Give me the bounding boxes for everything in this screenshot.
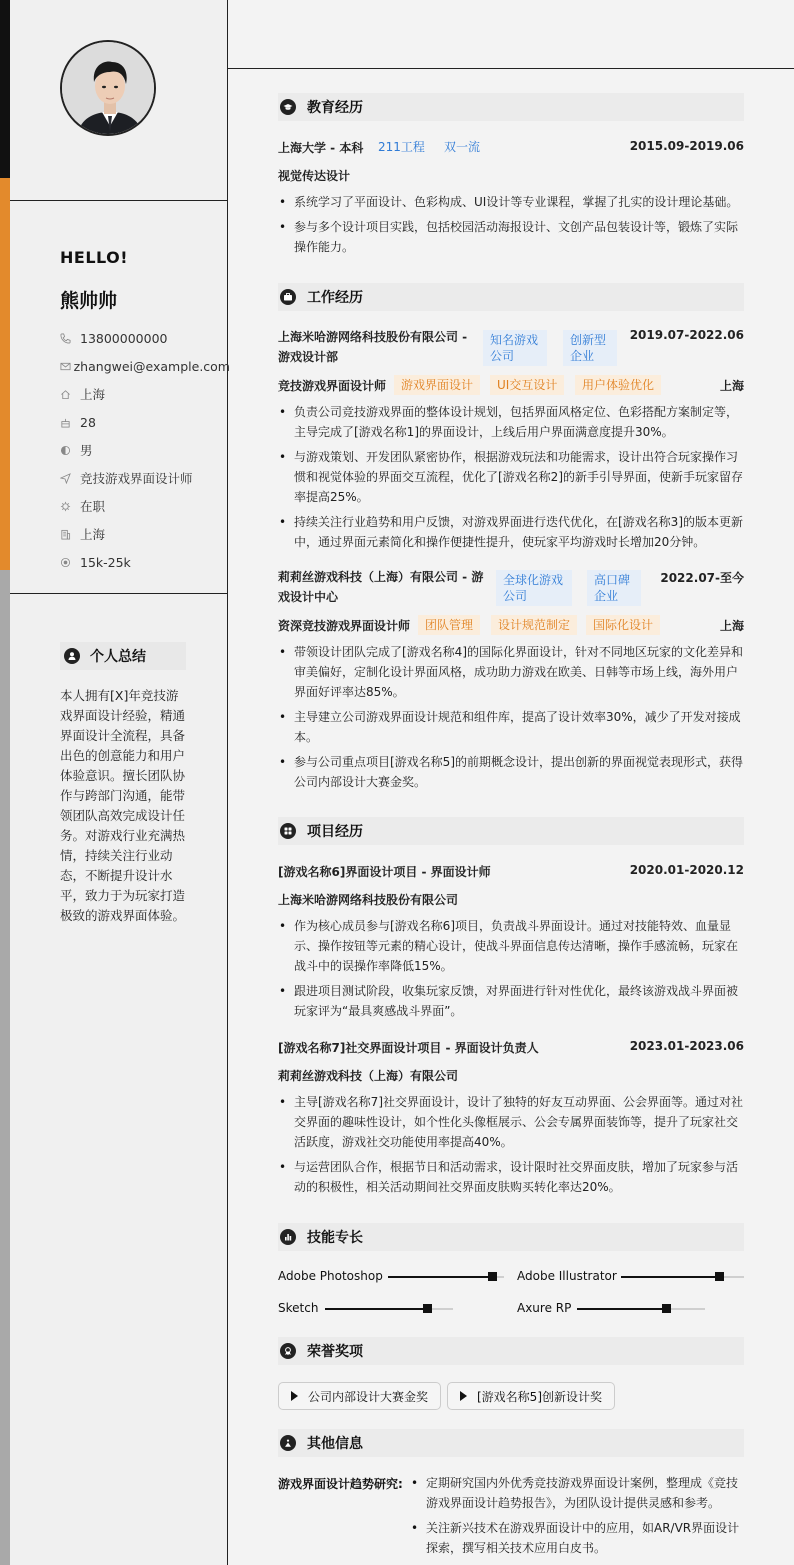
list-item: • 主导建立公司游戏界面设计规范和组件库，提高了设计效率30%，减少了开发对接成本。 (278, 707, 744, 747)
company-tag: 创新型企业 (563, 330, 617, 366)
work-heading: 工作经历 (278, 283, 744, 311)
accent-strip-top (0, 0, 10, 178)
skill-tag: 团队管理 (418, 615, 480, 635)
skill-tag: 国际化设计 (586, 615, 660, 635)
job-bullets (278, 402, 744, 557)
education-bullets (278, 192, 744, 262)
contact-status: 在职 (60, 492, 230, 520)
contact-salary: 15k-25k (60, 548, 230, 576)
summary-text: 本人拥有[X]年竞技游戏界面设计经验，精通界面设计全流程，具备出色的创意能力和用户体验意识。擅长团队协作与跨部门沟通，能带领团队高效完成设计任务。对游戏行业充满热情，持续关注行业动态，不断提升设计水平，致力于为玩家打造极致的游戏界面体验。 (60, 688, 186, 923)
skill-bar-fill (577, 1308, 667, 1310)
contact-list (60, 324, 230, 576)
skill-bar-handle (715, 1272, 724, 1281)
skill-name: Adobe Photoshop (278, 1269, 383, 1283)
greeting: HELLO! (60, 248, 129, 267)
award-item: 公司内部设计大赛金奖 (278, 1382, 441, 1410)
send-icon (60, 471, 80, 485)
award-item: [游戏名称5]创新设计奖 (447, 1382, 615, 1410)
job-bullets (278, 642, 744, 797)
skill-bar (577, 1308, 705, 1310)
list-item: • 作为核心成员参与[游戏名称6]项目，负责战斗界面设计。通过对技能特效、血量显示、操作按钮等元素的精心设计，使战斗界面信息传达清晰，操作手感流畅，玩家在战斗中的误操作率降低15%。 (278, 916, 744, 976)
job-city: 上海 (719, 619, 744, 633)
project-bullets (278, 916, 744, 1026)
job-date: 2019.07-2022.06 (629, 328, 744, 342)
school-name: 上海大学 - 本科 (278, 141, 364, 155)
skill-tag: 游戏界面设计 (394, 375, 480, 395)
award-icon (280, 1343, 296, 1359)
project-name: [游戏名称7]社交界面设计项目 - 界面设计负责人 (278, 1041, 539, 1055)
project-bullets (278, 1092, 744, 1202)
contact-age: 28 (60, 408, 230, 436)
school-tag: 211工程 (378, 140, 425, 154)
skill-bar-handle (488, 1272, 497, 1281)
avatar (60, 40, 156, 136)
company-tag: 全球化游戏公司 (496, 570, 572, 606)
play-icon (291, 1391, 298, 1401)
sidebar-divider (10, 593, 228, 594)
list-item: • 跟进项目测试阶段，收集玩家反馈，对界面进行针对性优化，最终该游戏战斗界面被玩家评为“最具爽感战斗界面”。 (278, 981, 744, 1021)
list-item: • 与游戏策划、开发团队紧密协作，根据游戏玩法和功能需求，设计出符合玩家操作习惯和视觉体验的界面交互流程，优化了[游戏名称2]的新手引导界面，使新手玩家留存率提高25%。 (278, 447, 744, 507)
avatar-portrait-icon (62, 42, 156, 136)
project-name: [游戏名称6]界面设计项目 - 界面设计师 (278, 865, 491, 879)
contact-location: 上海 (60, 380, 230, 408)
skill-bar-handle (423, 1304, 432, 1313)
contact-position: 竞技游戏界面设计师 (60, 464, 230, 492)
summary-heading: 个人总结 (60, 642, 186, 670)
project-date: 2023.01-2023.06 (629, 1039, 744, 1053)
list-item: • 定期研究国内外优秀竞技游戏界面设计案例，整理成《竞技游戏界面设计趋势报告》，为团队设计提供灵感和参考。 (410, 1473, 744, 1513)
other-label: 游戏界面设计趋势研究: (278, 1477, 403, 1491)
home-icon (60, 387, 80, 401)
header-divider (228, 68, 794, 69)
age-icon (60, 415, 80, 429)
graduation-cap-icon (280, 99, 296, 115)
accent-strip-middle (0, 178, 10, 570)
bar-chart-icon (280, 1229, 296, 1245)
other-bullets (410, 1473, 744, 1563)
other-heading: 其他信息 (278, 1429, 744, 1457)
play-icon (460, 1391, 467, 1401)
job-date: 2022.07-至今 (660, 571, 744, 585)
list-item: • 持续关注行业趋势和用户反馈，对游戏界面进行迭代优化，在[游戏名称3]的版本更新中，通过界面元素简化和操作便捷性提升，使玩家平均游戏时长增加20分钟。 (278, 512, 744, 552)
skill-tag: 设计规范制定 (491, 615, 577, 635)
list-item: • 主导[游戏名称7]社交界面设计，设计了独特的好友互动界面、公会界面等。通过对社交界面的趣味性设计，如个性化头像框展示、公会专属界面装饰等，提升了玩家社交活跃度，游戏社交功能使用率提高40%。 (278, 1092, 744, 1152)
mail-icon (60, 359, 74, 373)
building-icon (60, 527, 80, 541)
company-name: 上海米哈游网络科技股份有限公司 - 游戏设计部 (278, 330, 468, 364)
skill-bar-fill (388, 1276, 492, 1278)
skill-name: Adobe Illustrator (517, 1269, 617, 1283)
company-tag: 高口碑企业 (587, 570, 641, 606)
skill-bar-fill (325, 1308, 427, 1310)
job-city: 上海 (719, 379, 744, 393)
skill-bar-fill (621, 1276, 719, 1278)
skill-name: Sketch (278, 1301, 319, 1315)
education-date: 2015.09-2019.06 (629, 139, 744, 153)
skill-bar (325, 1308, 453, 1310)
skill-name: Axure RP (517, 1301, 572, 1315)
education-major: 视觉传达设计 (278, 169, 351, 183)
list-item: • 负责公司竞技游戏界面的整体设计规划，包括界面风格定位、色彩搭配方案制定等，主导完成了[游戏名称1]的界面设计，上线后用户界面满意度提升30%。 (278, 402, 744, 442)
list-item: • 参与多个设计项目实践，包括校园活动海报设计、文创产品包装设计等，锻炼了实际操作能力。 (278, 217, 744, 257)
contact-city: 上海 (60, 520, 230, 548)
company-tag: 知名游戏公司 (483, 330, 547, 366)
job-role: 竞技游戏界面设计师 (278, 379, 387, 393)
skill-bar (621, 1276, 744, 1278)
awards-heading: 荣誉奖项 (278, 1337, 744, 1365)
project-date: 2020.01-2020.12 (629, 863, 744, 877)
person-icon (64, 648, 80, 664)
sidebar (10, 0, 228, 1565)
school-tag: 双一流 (444, 140, 481, 154)
projects-heading: 项目经历 (278, 817, 744, 845)
skill-tag: UI交互设计 (490, 375, 564, 395)
contact-phone: 13800000000 (60, 324, 230, 352)
job-role: 资深竞技游戏界面设计师 (278, 619, 411, 633)
briefcase-icon (280, 289, 296, 305)
education-heading: 教育经历 (278, 93, 744, 121)
sidebar-divider (10, 200, 228, 201)
list-item: • 与运营团队合作，根据节日和活动需求，设计限时社交界面皮肤，增加了玩家参与活动的积极性，相关活动期间社交界面皮肤购买转化率达20%。 (278, 1157, 744, 1197)
accent-strip-bottom (0, 570, 10, 1565)
project-company: 莉莉丝游戏科技（上海）有限公司 (278, 1069, 459, 1083)
grid-icon (280, 823, 296, 839)
contact-gender: 男 (60, 436, 230, 464)
skill-bar-handle (662, 1304, 671, 1313)
list-item: • 关注新兴技术在游戏界面设计中的应用，如AR/VR界面设计探索，撰写相关技术应用白皮书。 (410, 1518, 744, 1558)
person-name: 熊帅帅 (60, 290, 118, 312)
skills-heading: 技能专长 (278, 1223, 744, 1251)
skill-bar (388, 1276, 504, 1278)
company-name: 莉莉丝游戏科技（上海）有限公司 - 游戏设计中心 (278, 570, 484, 604)
gender-icon (60, 443, 80, 457)
list-item: • 系统学习了平面设计、色彩构成、UI设计等专业课程，掌握了扎实的设计理论基础。 (278, 192, 744, 212)
skill-tag: 用户体验优化 (575, 375, 661, 395)
project-company: 上海米哈游网络科技股份有限公司 (278, 893, 459, 907)
contact-email: zhangwei@example.com (60, 352, 230, 380)
phone-icon (60, 331, 80, 345)
list-item: • 带领设计团队完成了[游戏名称4]的国际化界面设计，针对不同地区玩家的文化差异和审美偏好，定制化设计界面风格，成功助力游戏在欧美、日韩等市场上线，海外用户界面好评率达85%。 (278, 642, 744, 702)
status-icon (60, 499, 80, 513)
info-icon (280, 1435, 296, 1451)
salary-icon (60, 555, 80, 569)
list-item: • 参与公司重点项目[游戏名称5]的前期概念设计，提出创新的界面视觉表现形式，获得公司内部设计大赛金奖。 (278, 752, 744, 792)
